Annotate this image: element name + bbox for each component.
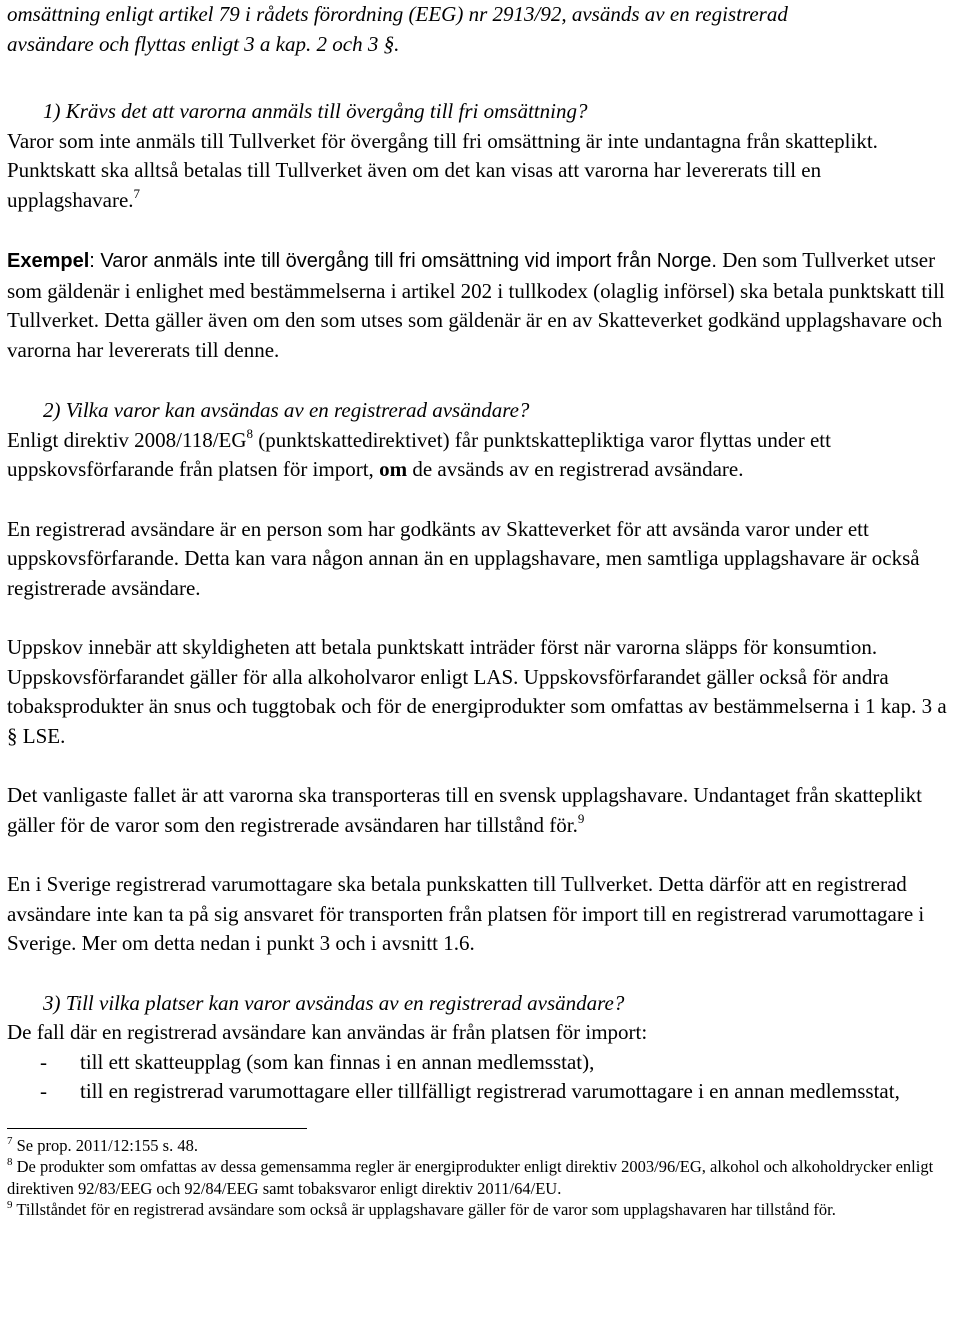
list-item: - till en registrerad varumottagare eller tillfälligt registrerad varumottagare i en annan medlemsstat, [40,1079,900,1103]
footnote-7: $^7$ Se prop. 2011/12:155 s. 48. [7,1134,198,1155]
footnote-8: $^8$ De produkter som omfattas av dessa gemensamma regler är energiprodukter enligt direktiv 2003/96/EG, alkohol och alkoholdrycker enligt direktiven 92/83/EEG och 92/84/EEG samt tobaksvaror enligt direktiv 2011/64/EU. [7,1156,934,1198]
example-paragraph: Exempel: Varor anmäls inte till övergång till fri omsättning vid import från Norge. Den som Tullverket utser som gäldenär i enlighet med bestämmelserna i artikel 202 i tullkodex (olaglig införsel) ska betala punktskatt till Tullverket. Detta gäller även om den som utses som gäldenär är en av Skatteverket godkänd upplagshavare och varorna har levererats till denne. [7,248,945,362]
intro-line-1: omsättning enligt artikel 79 i rådets förordning (EEG) nr 2913/92, avsänds av en registrerad [7,2,788,26]
footnote-ref-9: 9 [577,810,585,826]
question-2-heading: 2) Vilka varor kan avsändas av en registrerad avsändare? [43,398,530,422]
list-item: - till ett skatteupplag (som kan finnas i en annan medlemsstat), [40,1049,595,1074]
intro-line-2: avsändare och flyttas enligt 3 a kap. 2 och 3 §. [7,31,400,56]
footnote-ref-8: 8 [246,425,254,441]
question-2-paragraph-1: Enligt direktiv $2008/118/EG^8$ (punktskattedirektivet) får punktskattepliktiga varor flyttas under ett uppskovsförfarande från platsen för import, om de avsänds av en registrerad avsändare. [7,425,831,481]
question-1-heading: 1) Krävs det att varorna anmäls till övergång till fri omsättning? [43,99,588,123]
question-1-text: Varor som inte anmäls till Tullverket för övergång till fri omsättning är inte undantagna från skatteplikt. Punktskatt ska alltså betalas till Tullverket även om det kan visas att varorna har levererats till en upplagshavare.$^7$ [7,128,878,212]
document-page [7,0,955,1221]
footnote-9: $^9$ Tillståndet för en registrerad avsändare som också är upplagshavare gäller för de varor som upplagshavaren har tillstånd för. [7,1199,836,1219]
question-2-paragraph-2: En registrerad avsändare är en person som har godkänts av Skatteverket för att avsända varor under ett uppskovsförfarande. Detta kan vara någon annan än en upplagshavare, men samtliga upplagshavare är också registrerade avsändare. [7,516,920,600]
question-2-paragraph-3: Uppskov innebär att skyldigheten att betala punktskatt inträder först när varorna släpps för konsumtion. Uppskovsförfarandet gäller för alla alkoholvaror enligt LAS. Uppskovsförfarandet gäller också för andra tobaksprodukter än snus och tuggtobak och för de energiprodukter som omfattas av bestämmelserna i 1 kap. 3 a § LSE. [7,635,947,748]
footnote-divider [7,1128,307,1129]
question-2-paragraph-4: Det vanligaste fallet är att varorna ska transporteras till en svensk upplagshavare. Undantaget från skatteplikt gäller för de varor som den registrerade avsändaren har tillstånd för.$^9$ [7,783,922,837]
question-3-intro: De fall där en registrerad avsändare kan användas är från platsen för import: [7,1020,648,1044]
question-3-heading: 3) Till vilka platser kan varor avsändas av en registrerad avsändare? [43,990,625,1015]
question-2-paragraph-5: En i Sverige registrerad varumottagare ska betala punkskatten till Tullverket. Detta därför att en registrerad avsändare inte kan ta på sig ansvaret för transporten från platsen för import till en registrerad varumottagare i Sverige. Mer om detta nedan i punkt 3 och i avsnitt 1.6. [7,872,925,955]
example-label: Exempel [7,250,90,272]
footnote-ref-7: 7 [133,185,141,201]
destination-list [7,1048,955,1107]
